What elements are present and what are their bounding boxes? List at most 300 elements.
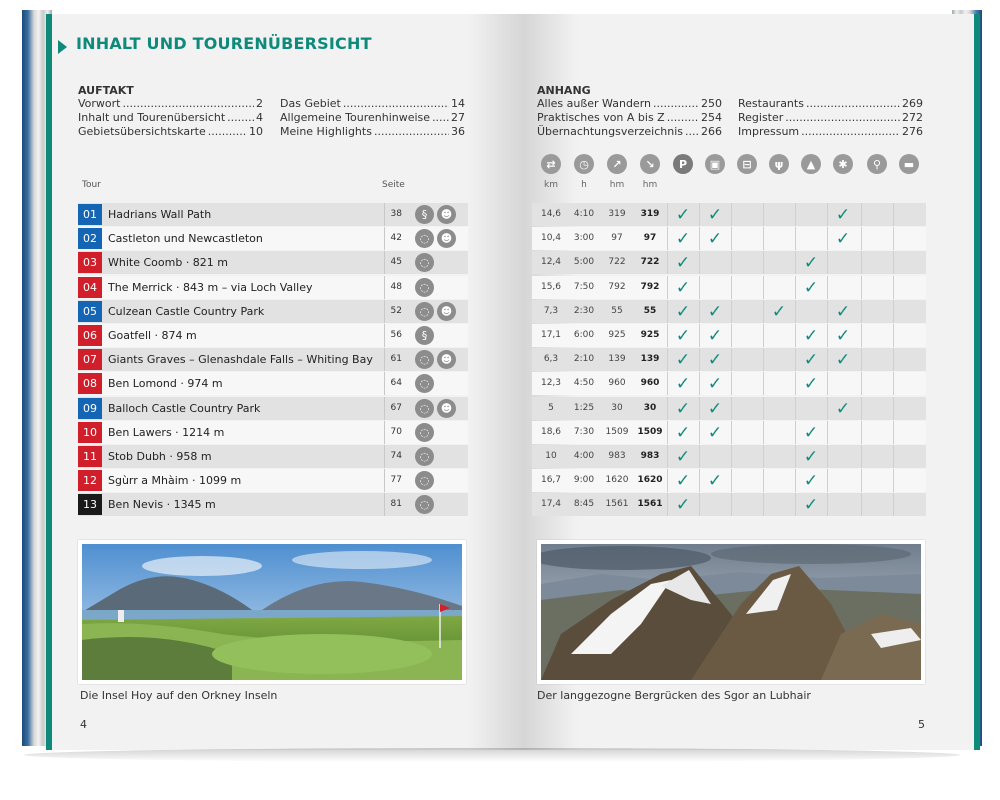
auftakt-heading: AUFTAKT [78, 84, 134, 97]
tour-stat-down: 983 [640, 451, 660, 461]
feature-cell-divider [861, 493, 862, 516]
tour-stat-up: 30 [611, 403, 623, 413]
toc-leader-dots [208, 125, 247, 139]
tour-stat-km: 6,3 [543, 354, 559, 364]
feature-cell-divider [893, 372, 894, 395]
toc-entry-label: Praktisches von A bis Z [537, 111, 665, 124]
tour-stat-down: 960 [640, 378, 660, 388]
tour-row[interactable] [78, 203, 926, 226]
circuit-difficulty-icon: ◌ [415, 350, 434, 369]
feature-cell-divider [731, 251, 732, 274]
tour-stat-h: 2:10 [573, 354, 595, 364]
tour-number-badge: 02 [78, 228, 102, 249]
tour-stat-km: 7,3 [543, 306, 559, 316]
toc-entry[interactable] [537, 97, 722, 111]
tour-name: Goatfell · 874 m [108, 329, 197, 342]
tour-stat-down: 319 [640, 209, 660, 219]
feature-cell-divider [763, 493, 764, 516]
check-icon: ✓ [675, 301, 691, 322]
circuit-difficulty-icon: ◌ [415, 447, 434, 466]
check-icon: ✓ [803, 494, 819, 515]
feature-cell-divider [893, 445, 894, 468]
family-bear-icon: ☻ [437, 229, 456, 248]
accommodation-icon: ▬ [899, 154, 919, 174]
toc-entry[interactable] [280, 97, 465, 111]
tour-stat-up: 1561 [605, 499, 629, 509]
tour-number-badge: 13 [78, 494, 102, 515]
toc-entry-page: 14 [451, 97, 465, 110]
feature-cell-divider [731, 397, 732, 420]
toc-entry-page: 266 [701, 125, 722, 138]
check-icon: ✓ [835, 204, 851, 225]
tour-name: Stob Dubh · 958 m [108, 450, 212, 463]
tour-stat-km: 16,7 [540, 475, 562, 485]
tour-page: 81 [390, 499, 402, 509]
feature-cell-divider [861, 397, 862, 420]
tour-page: 42 [390, 233, 402, 243]
check-icon: ✓ [835, 301, 851, 322]
feature-cell-divider [731, 276, 732, 299]
feature-cell-divider [861, 276, 862, 299]
signpost-icon: ⇄ [541, 154, 561, 174]
family-bear-icon: ☻ [437, 399, 456, 418]
hoy-landscape-image [82, 544, 462, 680]
feature-cell-divider [827, 469, 828, 492]
feature-cell-divider [731, 469, 732, 492]
toc-entry-page: 36 [451, 125, 465, 138]
tour-stat-up: 960 [608, 378, 626, 388]
tour-name: Sgùrr a Mhàim · 1099 m [108, 474, 242, 487]
feature-cell-divider [763, 445, 764, 468]
tour-stat-down: 30 [643, 403, 657, 413]
feature-cell-divider [731, 493, 732, 516]
toc-entry-label: Register [738, 111, 784, 124]
tour-name: Balloch Castle Country Park [108, 402, 261, 415]
anhang-heading: ANHANG [537, 84, 591, 97]
tour-stat-up: 55 [611, 306, 623, 316]
auftakt-list-2 [280, 97, 465, 139]
tour-number-badge: 08 [78, 373, 102, 394]
check-icon: ✓ [835, 349, 851, 370]
summit-icon: ▲ [801, 154, 821, 174]
feature-cell-divider [893, 348, 894, 371]
check-icon: ✓ [835, 228, 851, 249]
tour-stat-h: 2:30 [573, 306, 595, 316]
feature-cell-divider [795, 203, 796, 226]
stat-unit-label: km [544, 180, 558, 190]
toc-leader-dots [667, 111, 699, 125]
feature-cell-divider [731, 445, 732, 468]
check-icon: ✓ [707, 373, 723, 394]
check-icon: ✓ [835, 325, 851, 346]
feature-cell-divider [763, 227, 764, 250]
check-icon: ✓ [675, 470, 691, 491]
feature-cell-divider [861, 324, 862, 347]
toc-entry-page: 254 [701, 111, 722, 124]
seite-column-header: Seite [382, 180, 405, 190]
toc-entry-label: Gebietsübersichtskarte [78, 125, 206, 138]
feature-cell-divider [861, 421, 862, 444]
tour-row[interactable] [78, 493, 926, 516]
toc-leader-dots [343, 97, 449, 111]
circuit-difficulty-icon: ◌ [415, 229, 434, 248]
page-title: INHALT UND TOURENÜBERSICHT [76, 34, 372, 53]
toc-entry[interactable] [78, 125, 263, 139]
check-icon: ✓ [707, 349, 723, 370]
feature-cell-divider [893, 397, 894, 420]
tour-stat-up: 1509 [605, 427, 629, 437]
ascent-icon: ↗ [607, 154, 627, 174]
check-icon: ✓ [675, 422, 691, 443]
parking-icon: P [673, 154, 693, 174]
tour-stat-km: 17,1 [540, 330, 562, 340]
cable-car-icon: ⊟ [737, 154, 757, 174]
family-bear-icon: ☻ [437, 302, 456, 321]
tour-stat-down: 55 [643, 306, 657, 316]
feature-cell-divider [763, 276, 764, 299]
toc-entry-page: 4 [256, 111, 263, 124]
tour-stat-down: 97 [643, 233, 657, 243]
tour-name: Giants Graves – Glenashdale Falls – Whiting Bay [108, 353, 373, 366]
tour-stat-up: 97 [611, 233, 623, 243]
feature-cell-divider [763, 469, 764, 492]
tour-number-badge: 09 [78, 398, 102, 419]
ridge-landscape-image [541, 544, 921, 680]
tour-page: 48 [390, 282, 402, 292]
tour-number-badge: 05 [78, 301, 102, 322]
check-icon: ✓ [675, 494, 691, 515]
feature-cell-divider [893, 469, 894, 492]
family-bear-icon: ☻ [437, 350, 456, 369]
toc-entry-page: 2 [256, 97, 263, 110]
check-icon: ✓ [675, 446, 691, 467]
tour-row[interactable] [78, 276, 926, 299]
check-icon: ✓ [771, 301, 787, 322]
tour-stat-down: 792 [640, 282, 660, 292]
check-icon: ✓ [675, 325, 691, 346]
tour-row[interactable] [78, 251, 926, 274]
check-icon: ✓ [675, 252, 691, 273]
tour-stat-up: 925 [608, 330, 626, 340]
feature-cell-divider [731, 324, 732, 347]
circuit-difficulty-icon: ◌ [415, 278, 434, 297]
tour-stat-up: 983 [608, 451, 626, 461]
circuit-difficulty-icon: ◌ [415, 253, 434, 272]
circuit-difficulty-icon: ◌ [415, 374, 434, 393]
feature-cell-divider [827, 372, 828, 395]
toc-entry-page: 10 [249, 125, 263, 138]
tour-page: 61 [390, 354, 402, 364]
toc-leader-dots [785, 111, 900, 125]
toc-entry-label: Meine Highlights [280, 125, 372, 138]
tour-stat-km: 12,4 [540, 257, 562, 267]
check-icon: ✓ [707, 301, 723, 322]
check-icon: ✓ [803, 349, 819, 370]
tour-stat-up: 722 [608, 257, 626, 267]
tour-stat-up: 792 [608, 282, 626, 292]
tour-stat-down: 925 [640, 330, 660, 340]
feature-cell-divider [827, 421, 828, 444]
feature-cell-divider [731, 203, 732, 226]
tour-stat-h: 8:45 [573, 499, 595, 509]
caption-right: Der langgezogne Bergrücken des Sgor an Lubhair [537, 689, 811, 702]
descent-icon: ↘ [640, 154, 660, 174]
check-icon: ✓ [707, 325, 723, 346]
circuit-difficulty-icon: ◌ [415, 302, 434, 321]
feature-cell-divider [893, 276, 894, 299]
circuit-difficulty-icon: ◌ [415, 495, 434, 514]
check-icon: ✓ [675, 228, 691, 249]
tour-page: 38 [390, 209, 402, 219]
toc-entry-page: 250 [701, 97, 722, 110]
circuit-difficulty-icon: ◌ [415, 399, 434, 418]
photo-sgor [537, 540, 925, 684]
toc-entry[interactable] [78, 111, 263, 125]
toc-entry[interactable] [78, 97, 263, 111]
toc-entry-page: 272 [902, 111, 923, 124]
toc-leader-dots [374, 125, 449, 139]
feature-cell-divider [699, 445, 700, 468]
book-shadow [24, 748, 960, 762]
stat-unit-label: h [581, 180, 587, 190]
check-icon: ✓ [707, 204, 723, 225]
auftakt-list-1 [78, 97, 263, 139]
toc-leader-dots [432, 111, 449, 125]
toc-entry[interactable] [280, 125, 465, 139]
tour-stat-h: 6:00 [573, 330, 595, 340]
tour-name: White Coomb · 821 m [108, 256, 229, 269]
tour-stat-km: 5 [548, 403, 554, 413]
anhang-list-2 [738, 97, 923, 139]
toc-entry[interactable] [738, 125, 923, 139]
tour-page: 70 [390, 427, 402, 437]
feature-cell-divider [699, 276, 700, 299]
check-icon: ✓ [803, 277, 819, 298]
tour-page: 52 [390, 306, 402, 316]
toc-entry-label: Allgemeine Tourenhinweise [280, 111, 431, 124]
feature-cell-divider [861, 372, 862, 395]
tour-number-badge: 11 [78, 446, 102, 467]
feature-cell-divider [861, 251, 862, 274]
tour-row[interactable] [78, 300, 926, 323]
toc-entry-page: 276 [902, 125, 923, 138]
feature-cell-divider [763, 397, 764, 420]
toc-leader-dots [227, 111, 254, 125]
check-icon: ✓ [707, 422, 723, 443]
check-icon: ✓ [675, 398, 691, 419]
feature-cell-divider [893, 227, 894, 250]
toc-leader-dots [123, 97, 255, 111]
clock-icon: ◷ [574, 154, 594, 174]
check-icon: ✓ [707, 228, 723, 249]
toc-entry-label: Impressum [738, 125, 800, 138]
title-triangle-icon [58, 40, 67, 54]
tour-page: 56 [390, 330, 402, 340]
tour-number-badge: 01 [78, 204, 102, 225]
tour-page: 64 [390, 378, 402, 388]
tour-stat-km: 12,3 [540, 378, 562, 388]
feature-cell-divider [893, 300, 894, 323]
tour-number-badge: 06 [78, 325, 102, 346]
tour-stat-down: 1561 [637, 499, 663, 509]
feature-cell-divider [731, 348, 732, 371]
toc-entry-label: Restaurants [738, 97, 804, 110]
tour-name: Culzean Castle Country Park [108, 305, 265, 318]
toc-entry-label: Das Gebiet [280, 97, 341, 110]
tour-page: 45 [390, 257, 402, 267]
check-icon: ✓ [675, 373, 691, 394]
circuit-difficulty-icon: ◌ [415, 423, 434, 442]
winter-icon: ✱ [833, 154, 853, 174]
toc-entry-label: Übernachtungsverzeichnis [537, 125, 684, 138]
feature-cell-divider [795, 397, 796, 420]
tour-row[interactable] [78, 469, 926, 492]
page-number-right: 5 [918, 718, 925, 731]
check-icon: ✓ [803, 325, 819, 346]
toc-leader-dots [806, 97, 900, 111]
feature-cell-divider [699, 493, 700, 516]
feature-cell-divider [861, 227, 862, 250]
tour-number-badge: 04 [78, 277, 102, 298]
tour-row[interactable] [78, 397, 926, 420]
toc-leader-dots [653, 97, 699, 111]
bus-icon: ▣ [705, 154, 725, 174]
restaurant-icon: ψ [769, 154, 789, 174]
tour-row[interactable] [78, 227, 926, 250]
tour-stat-down: 1620 [637, 475, 663, 485]
tour-row[interactable] [78, 445, 926, 468]
tour-stat-up: 1620 [605, 475, 629, 485]
feature-cell-divider [763, 372, 764, 395]
tour-stat-h: 7:50 [573, 282, 595, 292]
tour-row[interactable] [78, 324, 926, 347]
toc-leader-dots [685, 125, 699, 139]
path-difficulty-icon: § [415, 326, 434, 345]
toc-entry-label: Inhalt und Tourenübersicht [78, 111, 226, 124]
feature-cell-divider [827, 276, 828, 299]
tour-number-badge: 07 [78, 349, 102, 370]
caption-left: Die Insel Hoy auf den Orkney Inseln [80, 689, 278, 702]
tour-row[interactable] [78, 421, 926, 444]
feature-cell-divider [795, 300, 796, 323]
feature-cell-divider [861, 469, 862, 492]
toc-entry[interactable] [537, 111, 722, 125]
feature-cell-divider [893, 324, 894, 347]
tour-name: The Merrick · 843 m – via Loch Valley [108, 281, 313, 294]
check-icon: ✓ [803, 373, 819, 394]
tour-row[interactable] [78, 372, 926, 395]
tour-stat-down: 1509 [637, 427, 663, 437]
tour-stat-km: 15,6 [540, 282, 562, 292]
tour-name: Ben Lawers · 1214 m [108, 426, 225, 439]
feature-cell-divider [827, 493, 828, 516]
toc-entry[interactable] [280, 111, 465, 125]
tour-row[interactable] [78, 348, 926, 371]
tour-stat-km: 18,6 [540, 427, 562, 437]
feature-cell-divider [699, 251, 700, 274]
tour-number-badge: 03 [78, 252, 102, 273]
tour-stat-km: 14,6 [540, 209, 562, 219]
tour-stat-h: 4:50 [573, 378, 595, 388]
tour-stat-h: 4:00 [573, 451, 595, 461]
check-icon: ✓ [707, 470, 723, 491]
feature-cell-divider [763, 203, 764, 226]
feature-cell-divider [827, 445, 828, 468]
photo-hoy [78, 540, 466, 684]
stat-unit-label: hm [642, 180, 658, 190]
circuit-difficulty-icon: ◌ [415, 471, 434, 490]
feature-cell-divider [795, 227, 796, 250]
toc-entry[interactable] [537, 125, 722, 139]
tour-page: 74 [390, 451, 402, 461]
tour-stat-h: 9:00 [573, 475, 595, 485]
feature-cell-divider [731, 300, 732, 323]
check-icon: ✓ [835, 398, 851, 419]
tour-number-badge: 10 [78, 422, 102, 443]
tour-name: Castleton und Newcastleton [108, 232, 263, 245]
tour-stat-km: 17,4 [540, 499, 562, 509]
feature-cell-divider [861, 300, 862, 323]
tour-number-badge: 12 [78, 470, 102, 491]
tour-page: 77 [390, 475, 402, 485]
stat-unit-label: hm [609, 180, 625, 190]
tour-stat-h: 3:00 [573, 233, 595, 243]
page-number-left: 4 [80, 718, 87, 731]
anhang-list-1 [537, 97, 722, 139]
feature-cell-divider [861, 203, 862, 226]
check-icon: ✓ [675, 204, 691, 225]
feature-cell-divider [827, 251, 828, 274]
toc-entry[interactable] [738, 97, 923, 111]
bike-icon: ⚲ [867, 154, 887, 174]
tour-stat-down: 722 [640, 257, 660, 267]
feature-cell-divider [861, 348, 862, 371]
feature-cell-divider [893, 251, 894, 274]
tour-stat-km: 10,4 [540, 233, 562, 243]
tour-stat-h: 1:25 [573, 403, 595, 413]
tour-stat-up: 319 [608, 209, 626, 219]
feature-cell-divider [763, 251, 764, 274]
feature-cell-divider [893, 421, 894, 444]
check-icon: ✓ [707, 398, 723, 419]
toc-leader-dots [801, 125, 900, 139]
tour-name: Ben Lomond · 974 m [108, 377, 223, 390]
check-icon: ✓ [803, 422, 819, 443]
toc-entry[interactable] [738, 111, 923, 125]
check-icon: ✓ [675, 349, 691, 370]
tour-stat-h: 5:00 [573, 257, 595, 267]
feature-cell-divider [731, 227, 732, 250]
feature-cell-divider [763, 348, 764, 371]
toc-entry-page: 27 [451, 111, 465, 124]
check-icon: ✓ [803, 470, 819, 491]
toc-entry-label: Vorwort [78, 97, 121, 110]
tour-stat-h: 7:30 [573, 427, 595, 437]
feature-cell-divider [763, 421, 764, 444]
feature-cell-divider [893, 493, 894, 516]
tour-stat-km: 10 [545, 451, 557, 461]
feature-cell-divider [731, 372, 732, 395]
family-bear-icon: ☻ [437, 205, 456, 224]
tour-column-header: Tour [82, 180, 101, 190]
tour-name: Ben Nevis · 1345 m [108, 498, 216, 511]
check-icon: ✓ [675, 277, 691, 298]
toc-entry-page: 269 [902, 97, 923, 110]
feature-cell-divider [893, 203, 894, 226]
path-difficulty-icon: § [415, 205, 434, 224]
tour-page: 67 [390, 403, 402, 413]
tour-stat-up: 139 [608, 354, 626, 364]
